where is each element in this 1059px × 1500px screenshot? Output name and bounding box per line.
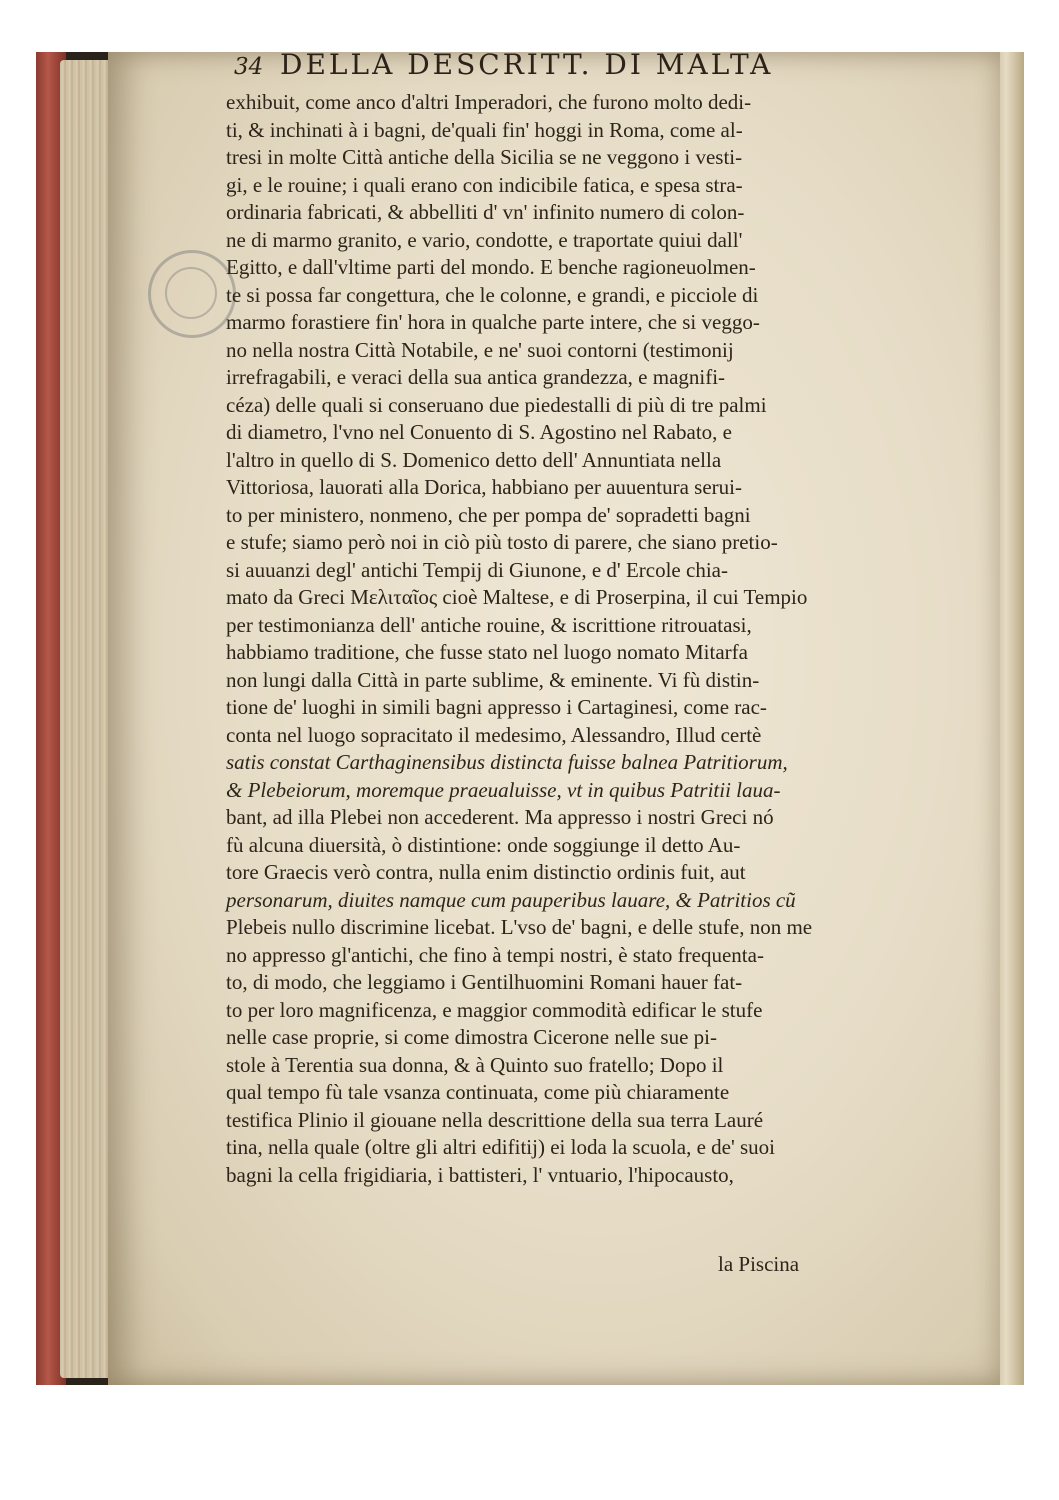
page-header (234, 48, 854, 88)
text-line: qual tempo fù tale vsanza continuata, come più chiaramente (226, 1080, 730, 1104)
text-line: mato da Greci Μελιταῖος cioè Maltese, e di Proserpina, il cui Tempio (226, 585, 808, 609)
text-line: irrefragabili, e veraci della sua antica grandezza, e magnifi- (226, 365, 726, 389)
text-line: Egitto, e dall'vltime parti del mondo. E benche ragioneuolmen- (226, 255, 756, 279)
text-line: to, di modo, che leggiamo i Gentilhuomini Romani hauer fat- (226, 970, 743, 994)
text-line: di diametro, l'vno nel Conuento di S. Agostino nel Rabato, e (226, 420, 732, 444)
text-line: Plebeis nullo discrimine licebat. L'vso de' bagni, e delle stufe, non me (226, 915, 813, 939)
text-line: tione de' luoghi in simili bagni appresso i Cartaginesi, come rac- (226, 695, 767, 719)
text-line: ordinaria fabricati, & abbelliti d' vn' infinito numero di colon- (226, 200, 745, 224)
text-line: no nella nostra Città Notabile, e ne' suoi contorni (testimonij (226, 337, 734, 362)
text-line: tore Graecis verò contra, nulla enim distinctio ordinis fuit, aut (226, 860, 746, 884)
text-line: testifica Plinio il giouane nella descrittione della sua terra Lauré (226, 1107, 764, 1132)
text-line: habbiamo traditione, che fusse stato nel luogo nomato Mitarfa (226, 640, 748, 664)
text-line: stole à Terentia sua donna, & à Quinto suo fratello; Dopo il (226, 1052, 724, 1077)
text-line: e stufe; siamo però noi in ciò più tosto di parere, che siano pretio- (226, 530, 778, 554)
text-line: nelle case proprie, si come dimostra Cicerone nelle sue pi- (226, 1025, 717, 1049)
text-line: per testimonianza dell' antiche rouine, & iscrittione ritrouatasi, (226, 612, 752, 637)
text-line: bant, ad illa Plebei non accederent. Ma appresso i nostri Greci nó (226, 805, 774, 829)
text-line: ne di marmo granito, e vario, condotte, e traportate quiui dall' (226, 227, 743, 252)
text-line: tresi in molte Città antiche della Sicilia se ne veggono i vesti- (226, 145, 743, 169)
text-line: exhibuit, come anco d'altri Imperadori, che furono molto dedi- (226, 90, 752, 114)
text-line-latin: satis constat Carthaginensibus distincta fuisse balnea Patritiorum, (226, 750, 788, 774)
text-line: tina, nella quale (oltre gli altri edifitij) ei loda la scuola, e de' suoi (226, 1135, 776, 1159)
text-line: te si possa far congettura, che le colonne, e grandi, e picciole di (226, 282, 759, 307)
running-head: DELLA DESCRITT. DI MALTA (280, 48, 774, 81)
text-line: l'altro in quello di S. Domenico detto dell' Annuntiata nella (226, 447, 722, 472)
text-line: non lungi dalla Città in parte sublime, & eminente. Vi fù distin- (226, 667, 760, 692)
text-line: Vittoriosa, lauorati alla Dorica, habbiano per auuentura serui- (226, 475, 742, 499)
text-line-latin: personarum, diuites namque cum pauperibus lauare, & Patritios cũ (226, 887, 796, 912)
library-stamp-icon (148, 250, 236, 338)
text-line: conta nel luogo sopracitato il medesimo, Alessandro, Illud certè (226, 722, 762, 747)
text-line: gi, e le rouine; i quali erano con indicibile fatica, e spesa stra- (226, 172, 743, 197)
text-line: fù alcuna diuersità, ò distintione: onde soggiunge il detto Au- (226, 832, 741, 857)
text-line: céza) delle quali si conseruano due piedestalli di più di tre palmi (226, 392, 767, 417)
page-number: 34 (234, 54, 264, 80)
text-line: si auuanzi degl' antichi Tempij di Giunone, e d' Ercole chia- (226, 557, 728, 582)
text-line: no appresso gl'antichi, che fino à tempi nostri, è stato frequenta- (226, 942, 764, 967)
text-line-latin: & Plebeiorum, moremque praeualuisse, vt in quibus Patritii laua- (226, 777, 781, 802)
text-line: bagni la cella frigidiaria, i battisteri, l' vntuario, l'hipocausto, (226, 1162, 734, 1187)
text-line: to per ministero, nonmeno, che per pompa de' sopradetti bagni (226, 502, 751, 527)
text-line: to per loro magnificenza, e maggior commodità edificar le stufe (226, 997, 763, 1022)
text-line: marmo forastiere fin' hora in qualche parte intere, che si veggo- (226, 310, 760, 334)
text-line: ti, & inchinati à i bagni, de'quali fin' hoggi in Roma, come al- (226, 117, 743, 142)
catchword: la Piscina (718, 1252, 800, 1276)
body-text (226, 89, 876, 1189)
